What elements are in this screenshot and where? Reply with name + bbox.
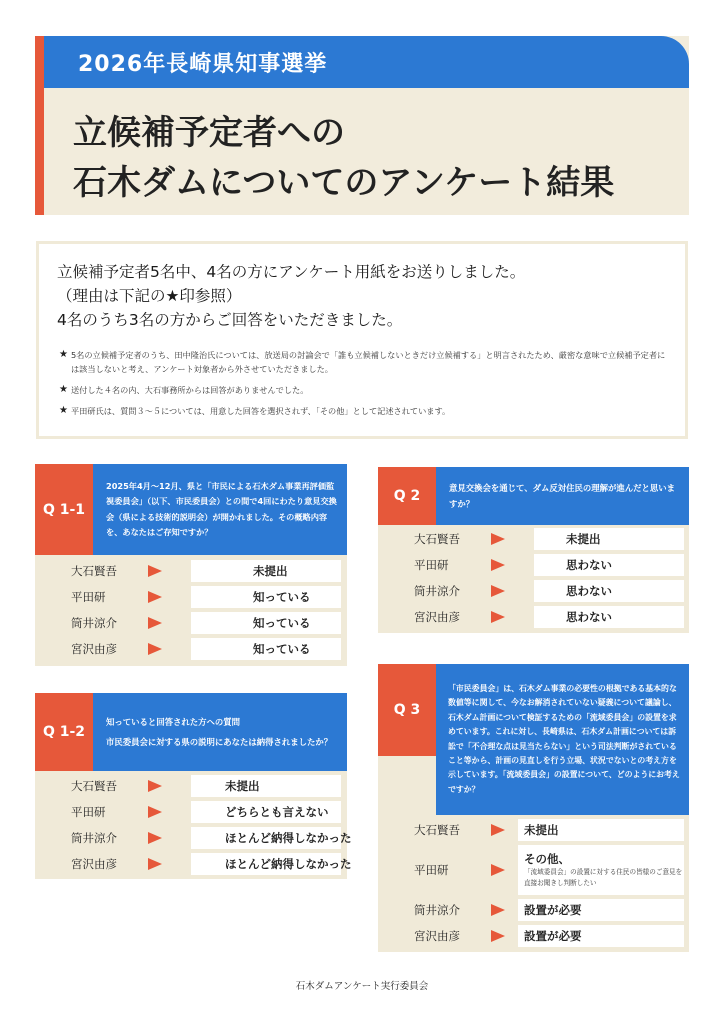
answer-rows [378,819,689,951]
answer-row [378,845,689,895]
page-title-line1: 立候補予定者への [73,113,345,153]
answer-value: ほとんど納得しなかった [191,853,341,875]
note-text: 送付した４名の内、大石事務所からは回答がありませんでした。 [70,385,309,395]
answer-row [378,819,689,841]
question-header [35,464,347,555]
answer-value: 知っている [191,638,341,660]
arrow-icon [491,533,505,545]
intro-lead-line3: 4名のうち3名の方からご回答をいただきました。 [57,311,403,329]
arrow-icon [148,780,162,792]
arrow-icon [148,643,162,655]
election-title: 2026年長崎県知事選挙 [78,52,328,77]
question-card-q3 [378,664,689,952]
candidate-name: 宮沢由彦 [71,642,117,656]
star-icon: ★ [59,405,68,416]
answer-value: 未提出 [191,560,341,582]
answer-row [378,606,689,628]
header-year-band [44,36,689,88]
arrow-icon [491,930,505,942]
star-icon: ★ [59,384,68,395]
question-text: 意見交換会を通じて、ダム反対住民の理解が進んだと思いますか？ [436,467,689,525]
answer-value [518,845,684,895]
answer-value: 知っている [191,586,341,608]
question-card-q2 [378,467,689,633]
answer-value: 未提出 [518,819,684,841]
answer-rows [378,528,689,632]
candidate-name: 平田研 [71,590,106,604]
answer-main: その他、 [524,852,570,866]
answer-value: どちらとも言えない [191,801,341,823]
answer-row [378,528,689,550]
answer-row [378,580,689,602]
answer-value: 未提出 [534,528,684,550]
candidate-name: 筒井涼介 [414,584,460,598]
answer-row [35,586,347,608]
page-title [73,108,614,208]
answer-value: 思わない [534,606,684,628]
candidate-name: 平田研 [414,558,449,572]
question-label: Q 2 [378,467,436,525]
answer-row [35,827,352,849]
intro-lead-line1: 立候補予定者5名中、4名の方にアンケート用紙をお送りしました。 [57,263,526,281]
arrow-icon [148,806,162,818]
answer-value: 設置が必要 [518,899,684,921]
intro-box [36,241,688,439]
answer-row [35,853,352,875]
arrow-icon [491,611,505,623]
arrow-icon [491,585,505,597]
question-header [378,664,689,815]
answer-rows [35,775,352,879]
answer-value: 思わない [534,554,684,576]
intro-lead-line2: （理由は下記の★印参照） [57,287,242,305]
question-body: 市民委員会に対する県の説明にあなたは納得されましたか？ [106,737,333,747]
answer-row [378,554,689,576]
question-text [93,693,347,771]
candidate-name: 筒井涼介 [414,903,460,917]
candidate-name: 宮沢由彦 [414,929,460,943]
answer-value: 未提出 [191,775,341,797]
page-title-line2: 石木ダムについてのアンケート結果 [73,163,615,203]
note-text: 平田研氏は、質問３〜５については、用意した回答を選択されず、「その他」として記述されています。 [70,406,451,416]
intro-lead [57,260,525,332]
answer-row [35,775,347,797]
star-icon: ★ [59,349,68,360]
header-accent-stripe [35,36,44,215]
answer-value: 設置が必要 [518,925,684,947]
answer-row [378,899,689,921]
candidate-name: 宮沢由彦 [414,610,460,624]
candidate-name: 平田研 [414,863,449,877]
candidate-name: 大石賢吾 [414,532,460,546]
question-card-q1-2 [35,693,352,879]
question-header [378,467,689,525]
answer-note: 「流域委員会」の設置に対する住民の皆様のご意見を直接お聞きし判断したい [524,868,683,887]
candidate-name: 平田研 [71,805,106,819]
candidate-name: 筒井涼介 [71,831,117,845]
notes-list [59,348,669,425]
question-label: Q 3 [378,664,436,756]
arrow-icon [148,832,162,844]
answer-row [35,801,347,823]
arrow-icon [491,864,505,876]
arrow-icon [491,904,505,916]
arrow-icon [148,591,162,603]
arrow-icon [148,858,162,870]
question-text: 「市民委員会」は、石木ダム事業の必要性の根拠である基本的な数値等に関して、今なお解消されていない疑義について議論し、石木ダム計画について検証するための「流域委員会」の設置を求めています。これに対し、長崎県は、石木ダム計画については訴訟で「不合理な点は見当たらない」という司法判断がされていること等から、計画の見直しを行う立場、状況でないとの考え方を示しています。「流域委員会」の設置について、どのようにお考えですか？ [436,664,689,815]
answer-row [35,612,347,634]
answer-value: 思わない [534,580,684,602]
answer-row [378,925,689,947]
answer-rows [35,560,347,664]
question-lead: 知っていると回答された方への質問 [106,717,240,727]
question-label: Q 1-1 [35,464,93,555]
question-label: Q 1-2 [35,693,93,771]
answer-value: ほとんど納得しなかった [191,827,341,849]
answer-value: 知っている [191,612,341,634]
note-item [59,348,669,376]
arrow-icon [148,617,162,629]
note-item [59,404,669,418]
question-header [35,693,347,771]
candidate-name: 大石賢吾 [71,779,117,793]
arrow-icon [491,559,505,571]
answer-row [35,560,347,582]
answer-row [35,638,347,660]
note-item [59,383,669,397]
note-text: 5名の立候補予定者のうち、田中隆治氏については、放送局の討論会で「誰も立候補しないときだけ立候補する」と明言されたため、厳密な意味で立候補予定者には該当しないと考え、アンケート対象者から外させていただきました。 [70,350,666,374]
candidate-name: 筒井涼介 [71,616,117,630]
arrow-icon [148,565,162,577]
footer-organization: 石木ダムアンケート実行委員会 [295,981,429,992]
candidate-name: 大石賢吾 [414,823,460,837]
header-banner [35,36,689,215]
candidate-name: 大石賢吾 [71,564,117,578]
question-text: 2025年4月〜12月、県と「市民による石木ダム事業再評価監視委員会」（以下、市民委員会）との間で4回にわたり意見交換会（県による技術的説明会）が開かれました。その概略内容を、あなたはご存知ですか？ [93,464,347,555]
candidate-name: 宮沢由彦 [71,857,117,871]
question-card-q1-1 [35,464,347,666]
arrow-icon [491,824,505,836]
